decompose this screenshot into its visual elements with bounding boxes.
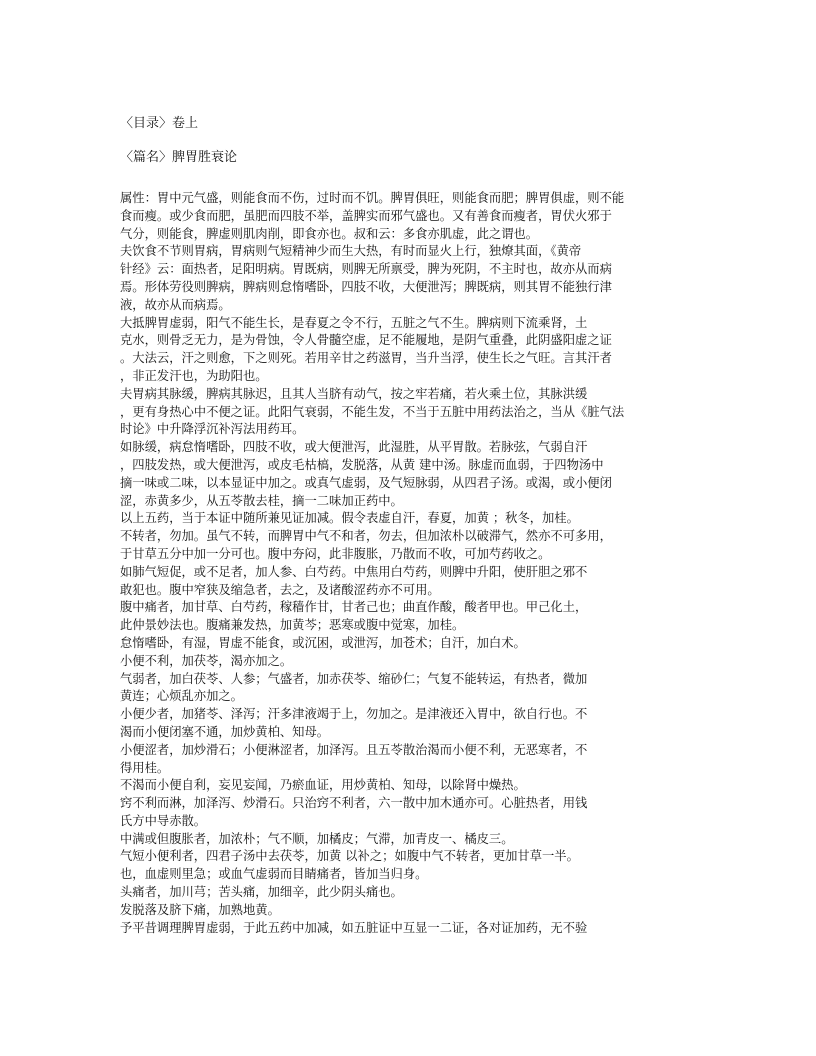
text-line: 如肺气短促，或不足者，加人参、白芍药。中焦用白芍药，则脾中升阳，使肝胆之邪不 (120, 564, 588, 579)
text-line: 中满或但腹胀者，加浓朴；气不顺，加橘皮；气滞，加青皮一、橘皮三。 (120, 831, 514, 846)
text-line: 涩，赤黄多少，从五苓散去桂，摘一二味加正药中。 (120, 493, 403, 508)
text-line: 腹中痛者，加甘草、白芍药，稼穑作甘，甘者己也；曲直作酸，酸者甲也。甲己化土， (120, 600, 588, 615)
text-line: 气弱者，加白茯苓、人参；气盛者，加赤茯苓、缩砂仁；气复不能转运，有热者，微加 (120, 671, 588, 686)
document-page (120, 114, 710, 937)
text-line: 敢犯也。腹中窄狭及缩急者，去之，及诸酸涩药亦不可用。 (120, 582, 440, 597)
text-line: ，四肢发热，或大便泄泻，或皮毛枯槁，发脱落，从黄 建中汤。脉虚而血弱，于四物汤中 (120, 457, 604, 472)
text-line: 气短小便利者，四君子汤中去茯苓，加黄 以补之；如腹中气不转者，更加甘草一半。 (120, 849, 579, 864)
text-line: 黄连；心烦乱亦加之。 (120, 689, 243, 704)
text-line: 不转者，勿加。虽气不转，而脾胃中气不和者，勿去，但加浓朴以破滞气，然亦不可多用， (120, 529, 612, 544)
chapter-heading: 〈篇名〉脾胃胜衰论 (120, 150, 238, 165)
text-line: 窍不利而淋，加泽泻、炒滑石。只治窍不利者，六一散中加木通亦可。心脏热者，用钱 (120, 796, 588, 811)
body-text (120, 190, 710, 937)
text-line: 克水，则骨乏无力，是为骨蚀，令人骨髓空虚，足不能履地，是阴气重叠，此阴盛阳虚之证 (120, 333, 612, 348)
text-line: 氏方中导赤散。 (120, 813, 207, 828)
text-line: 夫胃病其脉缓，脾病其脉迟，且其人当脐有动气，按之牢若痛，若火乘土位，其脉洪缓 (120, 386, 588, 401)
text-line: 头痛者，加川芎；苦头痛，加细辛，此少阴头痛也。 (120, 885, 403, 900)
text-line: 时论》中升降浮沉补泻法用药耳。 (120, 422, 305, 437)
text-line: 食而瘦。或少食而肥，虽肥而四肢不举，盖脾实而邪气盛也。又有善食而瘦者，胃伏火邪于 (120, 208, 612, 223)
text-line: 予平昔调理脾胃虚弱，于此五药中加减，如五脏证中互显一二证，各对证加药，无不验 (120, 920, 588, 935)
text-line: 属性：胃中元气盛，则能食而不伤，过时而不饥。脾胃俱旺，则能食而肥；脾胃俱虚，则不能 (120, 191, 625, 205)
text-line: 大抵脾胃虚弱，阳气不能生长，是春夏之令不行，五脏之气不生。脾病则下流乘肾，土 (120, 315, 588, 330)
text-line: 于甘草五分中加一分可也。腹中夯闷，此非腹胀，乃散而不收，可加芍药收之。 (120, 546, 551, 561)
text-line: 焉。形体劳役则脾病，脾病则怠惰嗜卧，四肢不收，大便泄泻；脾既病，则其胃不能独行津 (120, 279, 612, 294)
text-line: ，非正发汗也，为助阳也。 (120, 368, 268, 383)
text-line: 渴而小便闭塞不通，加炒黄柏、知母。 (120, 724, 330, 739)
text-line: 得用桂。 (120, 760, 170, 775)
text-line: 小便少者，加猪苓、泽泻；汗多津液竭于上，勿加之。是津液还入胃中，欲自行也。不 (120, 707, 588, 722)
text-line: 如脉缓，病怠惰嗜卧，四肢不收，或大便泄泻，此湿胜，从平胃散。若脉弦，气弱自汗 (120, 440, 588, 455)
toc-heading: 〈目录〉卷上 (120, 116, 199, 131)
text-line: 夫饮食不节则胃病，胃病则气短精神少而生大热，有时而显火上行，独燎其面，《黄帝 (120, 244, 582, 259)
text-line: 发脱落及脐下痛，加熟地黄。 (120, 902, 280, 917)
text-line: 不渴而小便自利，妄见妄闻，乃瘀血证，用炒黄柏、知母，以除肾中燥热。 (120, 778, 526, 793)
text-line: 也，血虚则里急；或血气虚弱而目睛痛者，皆加当归身。 (120, 867, 428, 882)
text-line: 针经》云：面热者，足阳明病。胃既病，则脾无所禀受，脾为死阴，不主时也，故亦从而病 (120, 262, 612, 277)
text-line: 气分，则能食，脾虚则肌肉削，即食亦也。叔和云：多食亦肌虚，此之谓也。 (120, 226, 539, 241)
text-line: 此仲景妙法也。腹痛兼发热，加黄芩；恶寒或腹中觉寒，加桂。 (120, 618, 465, 633)
text-line: ，更有身热心中不便之证。此阳气衰弱，不能生发，不当于五脏中用药法治之，当从《脏气法 (120, 404, 625, 419)
text-line: 液，故亦从而病焉。 (120, 297, 231, 312)
text-line: 怠惰嗜卧，有湿，胃虚不能食，或沉困，或泄泻，加苍术；自汗，加白术。 (120, 635, 526, 650)
text-line: 以上五药，当于本证中随所兼见证加减。假令表虚自汗，春夏，加黄 ；秋冬，加桂。 (120, 511, 579, 526)
text-line: 小便不利，加茯苓，渴亦加之。 (120, 653, 293, 668)
text-line: 摘一味或二味，以本显证中加之。或真气虚弱，及气短脉弱，从四君子汤。或渴，或小便闭 (120, 475, 612, 490)
text-line: 。大法云，汗之则愈，下之则死。若用辛甘之药滋胃，当升当浮，使生长之气旺。言其汗者 (120, 351, 612, 366)
text-line: 小便涩者，加炒滑石；小便淋涩者，加泽泻。且五苓散治渴而小便不利，无恶寒者，不 (120, 742, 588, 757)
